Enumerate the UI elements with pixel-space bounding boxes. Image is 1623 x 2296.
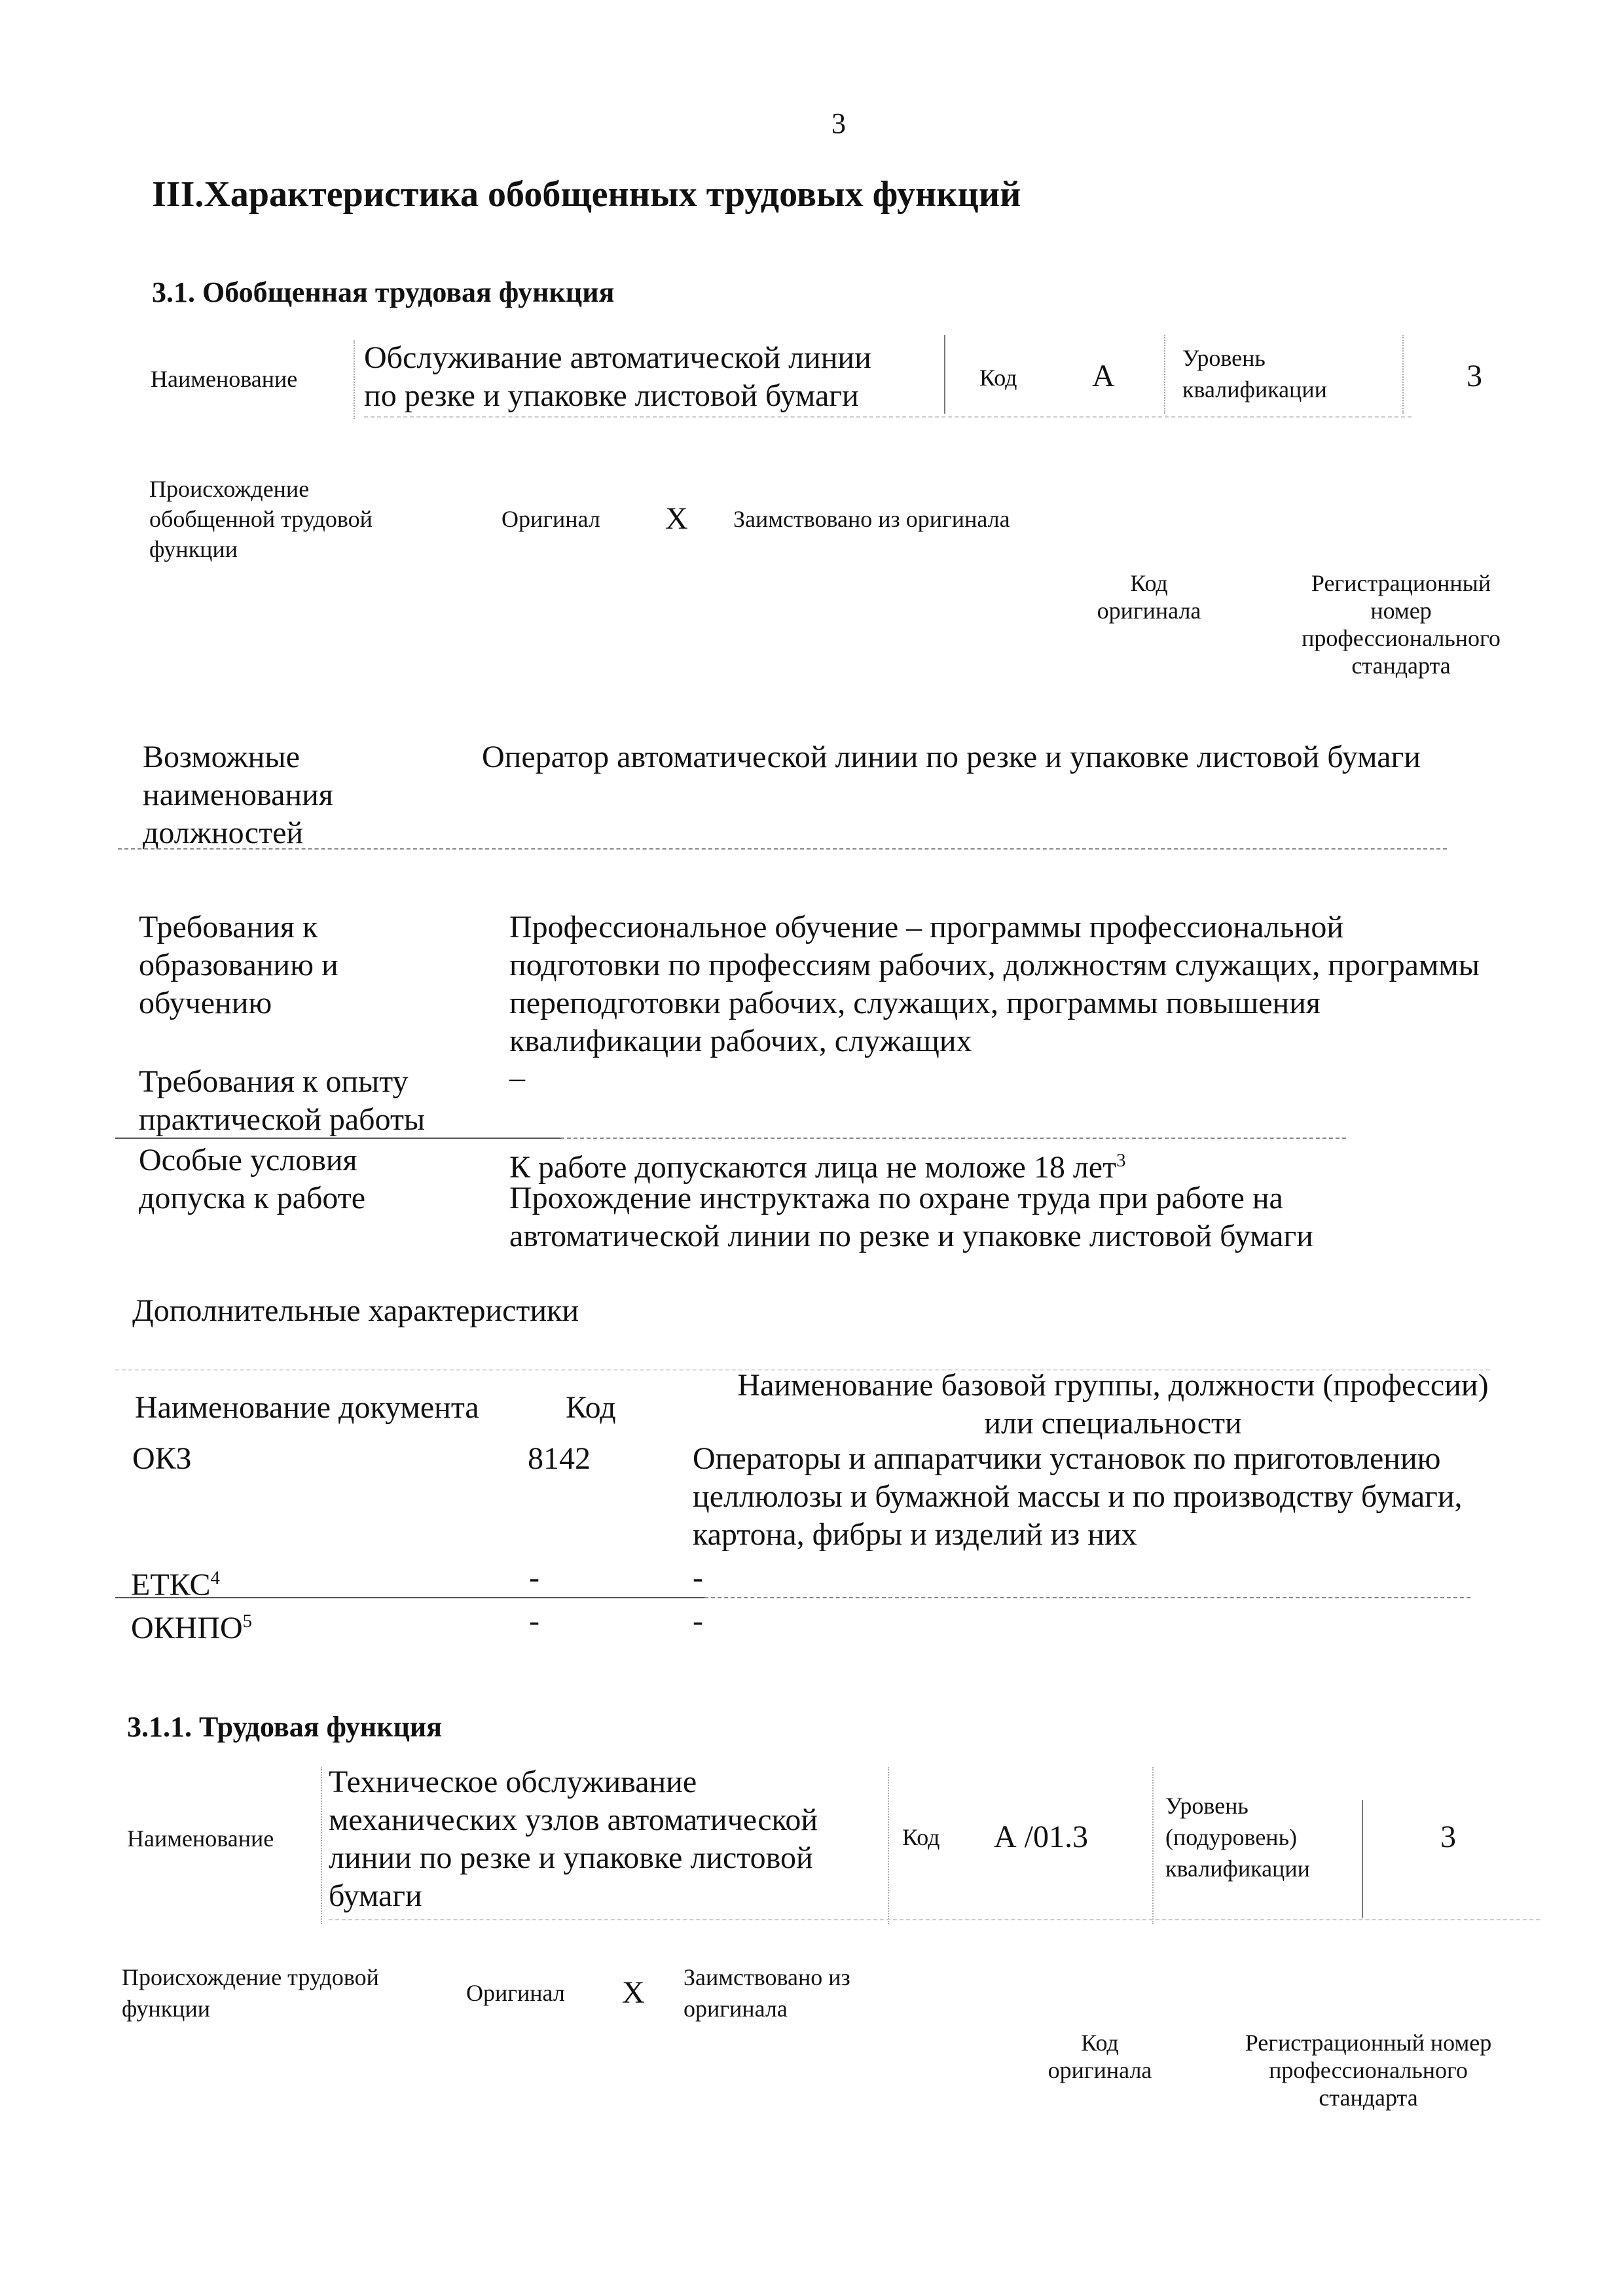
tf-divider (1362, 1800, 1363, 1918)
extra-row-name-line1: - (693, 1560, 703, 1595)
extra-row-name-line3: картона, фибры и изделий из них (693, 1517, 1137, 1552)
col-name-header-line2: или специальности (984, 1406, 1242, 1441)
tf-reg-caption (1205, 2029, 1532, 2111)
tf-orig-code-line2: оригинала (1048, 2057, 1152, 2083)
gtf-name-label: Наименование (151, 366, 298, 392)
col-name-header (687, 1367, 1539, 1443)
tf-code-label: Код (902, 1824, 940, 1850)
gtf-original-label: Оригинал (501, 506, 600, 532)
edu-value-line3: переподготовки рабочих, служащих, программы повышения (509, 986, 1321, 1020)
positions-label-line2: наименования (143, 778, 333, 812)
gtf-reg-caption (1257, 569, 1545, 679)
col-doc-header: Наименование документа (135, 1390, 479, 1425)
gtf-divider (354, 340, 355, 419)
tf-reg-line2: профессионального (1269, 2057, 1468, 2083)
edu-label-line2: образованию и (139, 948, 338, 982)
tf-level-line2: (подуровень) (1165, 1824, 1297, 1850)
special-label-line1: Особые условия (139, 1143, 357, 1177)
footnote-5: 5 (242, 1611, 253, 1632)
gtf-borrowed-label: Заимствовано из оригинала (733, 506, 1010, 532)
gtf-origin-line2: обобщенной трудовой (149, 506, 373, 532)
gtf-code-value: А (1092, 359, 1115, 393)
tf-name-line4: бумаги (329, 1878, 422, 1913)
tf-orig-code-caption (1021, 2029, 1178, 2084)
gtf-level-value: 3 (1467, 359, 1482, 393)
tf-reg-line3: стандарта (1319, 2085, 1418, 2111)
tf-level-line3: квалификации (1165, 1856, 1310, 1882)
gtf-heading: 3.1. Обобщенная трудовая функция (152, 276, 615, 308)
special-label-line2: допуска к работе (139, 1181, 366, 1215)
etks-bottom-rule (115, 1597, 704, 1598)
gtf-reg-line4: стандарта (1351, 653, 1451, 679)
gtf-level-line1: Уровень (1182, 345, 1266, 371)
gtf-original-mark: X (665, 501, 688, 536)
special-value-line3: автоматической линии по резке и упаковке листовой бумаги (509, 1219, 1313, 1253)
edu-value-line1: Профессиональное обучение – программы профессиональной (509, 910, 1344, 944)
section-title: III.Характеристика обобщенных трудовых функций (152, 174, 1021, 215)
tf-borrowed-line1: Заимствовано из (684, 1964, 850, 1990)
extra-row-name-line2: целлюлозы и бумажной массы и по производству бумаги, (693, 1479, 1463, 1514)
tf-divider (321, 1767, 322, 1924)
edu-value-line2: подготовки по профессиям рабочих, должностям служащих, программы (509, 948, 1480, 982)
gtf-origin-line3: функции (149, 536, 238, 562)
extra-row-code: - (529, 1560, 539, 1595)
tf-underline (329, 1919, 1540, 1920)
tf-heading: 3.1.1. Трудовая функция (127, 1711, 443, 1743)
col-name-header-line1: Наименование базовой группы, должности (профессии) (737, 1368, 1489, 1403)
exp-value: – (509, 1060, 525, 1095)
extra-heading: Дополнительные характеристики (132, 1293, 579, 1328)
positions-label-line3: должностей (143, 816, 304, 850)
gtf-origin-line1: Происхождение (149, 476, 310, 502)
special-value-line1-text: К работе допускаются лица не моложе 18 лет (509, 1150, 1117, 1185)
tf-divider (1152, 1767, 1154, 1924)
tf-name-line2: механических узлов автоматической (329, 1803, 818, 1837)
extra-row-name-line1: - (693, 1604, 703, 1638)
gtf-orig-code-line1: Код (1130, 570, 1168, 596)
extra-row-doc (131, 1602, 252, 1647)
tf-original-label: Оригинал (466, 1980, 565, 2006)
etks-bottom-rule-dashed (704, 1597, 1470, 1598)
page-number: 3 (831, 107, 846, 139)
tf-level-value: 3 (1440, 1820, 1456, 1854)
tf-name-line1: Техническое обслуживание (329, 1765, 697, 1799)
exp-label-line1: Требования к опыту (139, 1064, 409, 1099)
extra-row-doc-text: ЕТКС (131, 1568, 211, 1602)
gtf-orig-code-caption (1074, 569, 1224, 624)
tf-origin-line1: Происхождение трудовой (122, 1964, 379, 1990)
tf-level-line1: Уровень (1165, 1793, 1249, 1819)
extra-row-doc-text: ОКНПО (131, 1611, 243, 1645)
col-code-header: Код (566, 1390, 616, 1425)
extra-row-code: - (529, 1604, 539, 1638)
tf-orig-code-line1: Код (1081, 2030, 1119, 2056)
tf-divider (888, 1767, 889, 1924)
gtf-code-label: Код (979, 365, 1017, 391)
tf-name-label: Наименование (127, 1825, 274, 1852)
exp-bottom-rule (115, 1138, 560, 1139)
edu-label-line1: Требования к (139, 910, 318, 944)
gtf-underline (364, 416, 1412, 418)
edu-value-line4: квалификации рабочих, служащих (509, 1024, 972, 1058)
positions-label-line1: Возможные (143, 740, 300, 774)
extra-row-name-line1: Операторы и аппаратчики установок по приготовлению (693, 1441, 1441, 1476)
gtf-level-line2: квалификации (1182, 376, 1327, 403)
tf-borrowed-line2: оригинала (684, 1996, 788, 2022)
gtf-orig-code-line2: оригинала (1097, 598, 1201, 624)
gtf-divider (1402, 335, 1404, 414)
tf-origin-line2: функции (122, 1996, 210, 2022)
footnote-3: 3 (1116, 1150, 1126, 1171)
extra-row-code: 8142 (528, 1441, 591, 1476)
tf-reg-line1: Регистрационный номер (1245, 2030, 1492, 2056)
exp-label-line2: практической работы (139, 1102, 426, 1137)
gtf-divider (1164, 335, 1165, 414)
gtf-reg-line2: номер (1370, 598, 1432, 624)
gtf-name-line1: Обслуживание автоматической линии (364, 340, 871, 375)
gtf-reg-line3: профессионального (1302, 625, 1501, 651)
extra-row-doc: ОКЗ (132, 1441, 192, 1476)
exp-bottom-rule-dashed (560, 1138, 1346, 1139)
gtf-reg-line1: Регистрационный (1311, 570, 1491, 596)
footnote-4: 4 (210, 1568, 220, 1588)
special-value-line2: Прохождение инструктажа по охране труда при работе на (509, 1181, 1283, 1215)
edu-label-line3: обучению (139, 986, 272, 1020)
tf-name-line3: линии по резке и упаковке листовой (329, 1840, 813, 1875)
tf-original-mark: X (622, 1975, 645, 2010)
gtf-divider (944, 335, 945, 414)
positions-value: Оператор автоматической линии по резке и упаковке листовой бумаги (482, 740, 1421, 774)
positions-bottom-rule (118, 848, 1447, 850)
tf-code-value: А /01.3 (994, 1820, 1088, 1854)
gtf-name-line2: по резке и упаковке листовой бумаги (364, 378, 859, 413)
